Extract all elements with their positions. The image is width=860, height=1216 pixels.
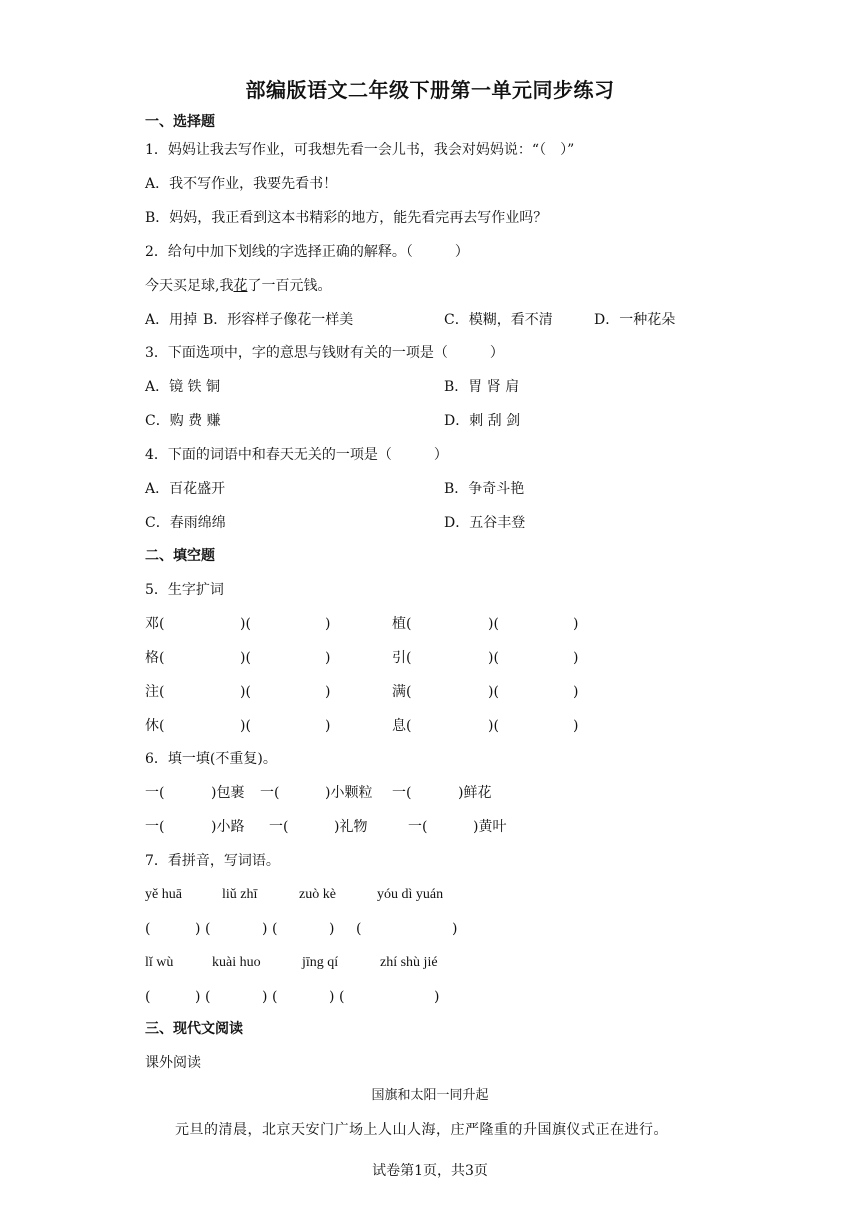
question-3-option-c: C．购 费 赚 (145, 413, 221, 429)
q7-pinyin: zuò kè (299, 887, 336, 902)
q7-pinyin: jīng qí (302, 955, 339, 970)
q7-pinyin: lǐ wù (145, 955, 174, 970)
q7-bracket-open: ( (339, 989, 345, 1005)
question-2-option-c: C．模糊，看不清 (444, 312, 553, 328)
section-reading-heading: 三、现代文阅读 (145, 1021, 243, 1037)
q5-left-char: 休( (145, 718, 165, 734)
q5-right-close: ) (573, 718, 579, 734)
q5-right-close: ) (573, 684, 579, 700)
q6-open: 一( (145, 785, 165, 801)
q6-word: )礼物 (334, 819, 368, 835)
question-2-option-a: A．用掉 (145, 312, 198, 328)
question-1-stem: 1．妈妈让我去写作业，可我想先看一会儿书，我会对妈妈说：“（ ）” (145, 142, 575, 158)
q5-left-close: ) (325, 650, 331, 666)
q7-bracket-open: ( (272, 921, 278, 937)
q5-right-mid: )( (488, 650, 499, 666)
section-fill-heading: 二、填空题 (145, 548, 215, 564)
underlined-char: 花 (233, 278, 248, 294)
q7-pinyin: liǔ zhī (222, 887, 258, 902)
q5-right-char: 满( (392, 684, 412, 700)
q7-bracket-close: ) (452, 921, 458, 937)
reading-title: 国旗和太阳一同升起 (371, 1088, 489, 1103)
q5-right-char: 息( (392, 718, 412, 734)
q5-right-mid: )( (488, 684, 499, 700)
q5-left-mid: )( (240, 650, 251, 666)
q6-word: )鲜花 (458, 785, 492, 801)
q7-pinyin: yě huā (145, 887, 182, 902)
q6-word: )黄叶 (473, 819, 507, 835)
question-5-stem: 5．生字扩词 (145, 582, 224, 598)
q7-bracket-open: ( (272, 989, 278, 1005)
page-footer: 试卷第1页，共3页 (372, 1163, 488, 1179)
question-1-option-a: A．我不写作业，我要先看书！ (145, 176, 338, 192)
q6-open: 一( (260, 785, 280, 801)
q7-bracket-open: ( (205, 921, 211, 937)
q5-left-char: 邓( (145, 616, 165, 632)
q5-left-mid: )( (240, 616, 251, 632)
question-4-option-c: C．春雨绵绵 (145, 515, 226, 531)
question-3-option-d: D．刺 刮 剑 (444, 413, 521, 429)
q5-left-mid: )( (240, 684, 251, 700)
q7-bracket-close: ) (329, 921, 335, 937)
reading-label: 课外阅读 (145, 1055, 201, 1071)
q7-bracket-open: ( (205, 989, 211, 1005)
q5-left-close: ) (325, 616, 331, 632)
question-3-stem: 3．下面选项中，字的意思与钱财有关的一项是（ ） (145, 345, 504, 361)
q6-word: )小颗粒 (325, 785, 373, 801)
question-2-sentence (145, 277, 331, 295)
sentence-pre: 今天买足球,我 (145, 278, 234, 294)
q5-left-char: 注( (145, 684, 165, 700)
question-7-stem: 7．看拼音，写词语。 (145, 853, 280, 869)
q7-pinyin: yóu dì yuán (377, 887, 444, 902)
q7-bracket-close: ) (434, 989, 440, 1005)
q6-open: 一( (408, 819, 428, 835)
q6-word: )包裹 (211, 785, 245, 801)
q5-right-close: ) (573, 616, 579, 632)
q6-word: )小路 (211, 819, 245, 835)
sentence-post: 了一百元钱。 (247, 278, 332, 294)
q7-pinyin: kuài huo (212, 955, 261, 970)
q6-open: 一( (392, 785, 412, 801)
q7-bracket-close: ) (262, 989, 268, 1005)
q5-right-char: 植( (392, 616, 412, 632)
q5-right-char: 引( (392, 650, 412, 666)
q7-bracket-close: ) (329, 989, 335, 1005)
question-3-option-b: B．胃 肾 肩 (444, 379, 520, 395)
question-3-option-a: A．镜 铁 铜 (145, 379, 221, 395)
question-4-option-d: D．五谷丰登 (444, 515, 526, 531)
q7-bracket-close: ) (262, 921, 268, 937)
question-4-option-a: A．百花盛开 (145, 481, 226, 497)
q5-left-mid: )( (240, 718, 251, 734)
question-4-stem: 4．下面的词语中和春天无关的一项是（ ） (145, 447, 448, 463)
q6-open: 一( (269, 819, 289, 835)
question-2-option-d: D．一种花朵 (594, 312, 676, 328)
q5-left-close: ) (325, 718, 331, 734)
q5-right-mid: )( (488, 718, 499, 734)
q5-right-mid: )( (488, 616, 499, 632)
q5-left-char: 格( (145, 650, 165, 666)
q7-bracket-open: ( (145, 989, 151, 1005)
q6-open: 一( (145, 819, 165, 835)
q7-bracket-close: ) (195, 989, 201, 1005)
q7-bracket-open: ( (356, 921, 362, 937)
question-4-option-b: B．争奇斗艳 (444, 481, 525, 497)
q7-bracket-open: ( (145, 921, 151, 937)
question-2-stem: 2．给句中加下划线的字选择正确的解释。（ ） (145, 244, 469, 260)
q7-bracket-close: ) (195, 921, 201, 937)
page-title: 部编版语文二年级下册第一单元同步练习 (245, 78, 615, 102)
section-choice-heading: 一、选择题 (145, 114, 215, 130)
question-2-option-b: B．形容样子像花一样美 (203, 312, 354, 328)
question-6-stem: 6．填一填(不重复)。 (145, 751, 277, 767)
reading-paragraph: 元旦的清晨，北京天安门广场上人山人海，庄严隆重的升国旗仪式正在进行。 (175, 1122, 668, 1138)
q7-pinyin: zhí shù jié (380, 955, 438, 970)
q5-right-close: ) (573, 650, 579, 666)
question-1-option-b: B．妈妈，我正看到这本书精彩的地方，能先看完再去写作业吗？ (145, 210, 548, 226)
q5-left-close: ) (325, 684, 331, 700)
